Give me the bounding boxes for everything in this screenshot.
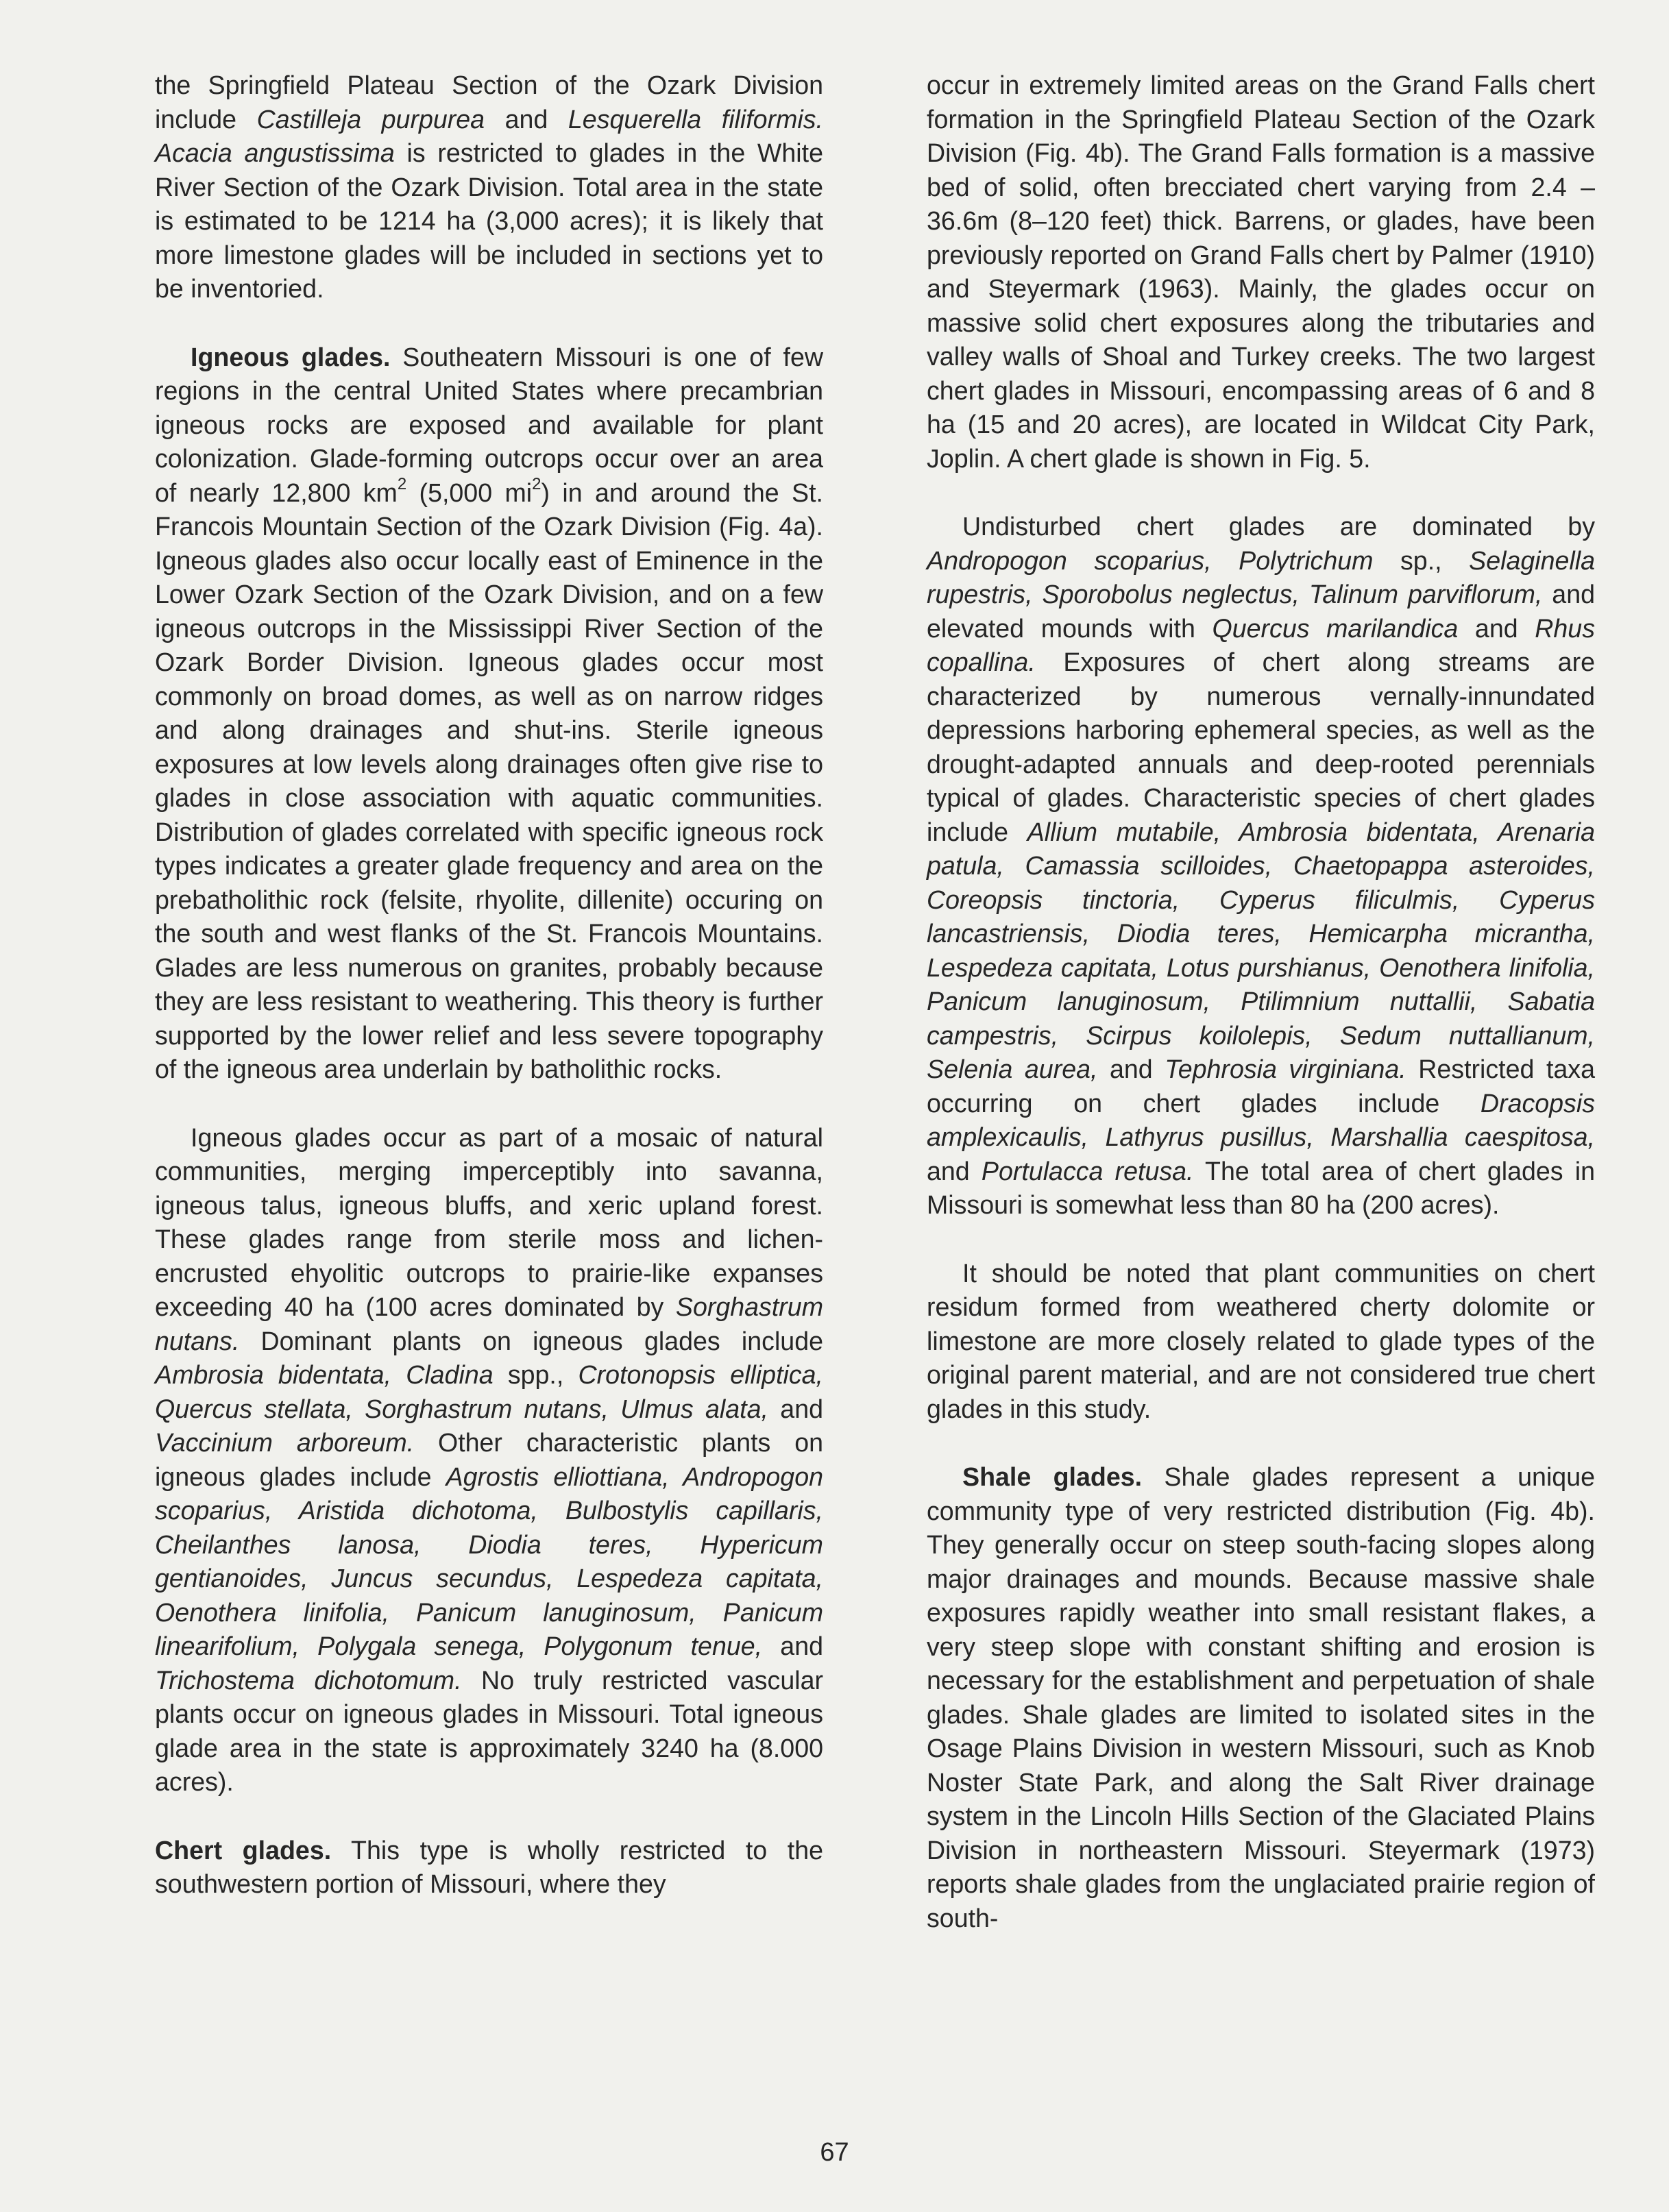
left-column	[155, 69, 823, 1936]
right-column	[927, 69, 1595, 1969]
page-number: 67	[820, 2138, 849, 2167]
paragraph-chert-residum: It should be noted that plant communities on chert residum formed from weathered cherty dolomite or limestone are more closely related to glade types of the original parent material, and are not considered true chert glades in this study.	[927, 1258, 1595, 1423]
section-heading-igneous: Igneous glades.	[191, 342, 391, 371]
paragraph-shale-glades: Shale glades. Shale glades represent a unique community type of very restricted distribution (Fig. 4b). They generally occur on steep south-facing slopes along major drainages and mounds. Because massive shale exposures rapidly weather into small resistant flakes, a very steep slope with constant shifting and erosion is necessary for the establishment and perpetuation of shale glades. Shale glades are limited to isolated sites in the Osage Plains Division in western Missouri, such as Knob Noster State Park, and along the Salt River drainage system in the Lincoln Hills Section of the Glaciated Plains Division in northeastern Missouri. Steyermark (1973) reports shale glades from the unglaciated prairie region of south-	[927, 1462, 1595, 1932]
section-heading-shale: Shale glades.	[962, 1462, 1143, 1491]
paragraph-chert-glades: Chert glades. This type is wholly restricted to the southwestern portion of Missouri, where they	[155, 1835, 823, 1898]
paragraph-chert-continued: occur in extremely limited areas on the Grand Falls chert formation in the Springfield Plateau Section of the Ozark Division (Fig. 4b). The Grand Falls formation is a massive bed of solid, often brecciated chert varying from 2.4 – 36.6m (8–120 feet) thick. Barrens, or glades, have been previously reported on Grand Falls chert by Palmer (1910) and Steyermark (1963). Mainly, the glades occur on massive solid chert exposures along the tributaries and valley walls of Shoal and Turkey creeks. The two largest chert glades in Missouri, encompassing areas of 6 and 8 ha (15 and 20 acres), are located in Wildcat City Park, Joplin. A chert glade is shown in Fig. 5.	[927, 71, 1595, 473]
section-heading-chert: Chert glades.	[155, 1835, 332, 1865]
paragraph-igneous-glades: Igneous glades. Southeatern Missouri is one of few regions in the central United States where precambrian igneous rocks are exposed and available for plant colonization. Glade-forming outcrops occur over an area of nearly 12,800 $km^2$ (5,000 $mi^2$) in and around the St. Francois Mountain Section of the Ozark Division (Fig. 4a). Igneous glades also occur locally east of Eminence in the Lower Ozark Section of the Ozark Division, and on a few igneous outcrops in the Mississippi River Section of the Ozark Border Division. Igneous glades occur most commonly on broad domes, as well as on narrow ridges and along drainages and shut-ins. Sterile igneous exposures at low levels along drainages often give rise to glades in close association with aquatic communities. Distribution of glades correlated with specific igneous rock types indicates a greater glade frequency and area on the prebatholithic rock (felsite, rhyolite, dillenite) occuring on the south and west flanks of the St. Francois Mountains. Glades are less numerous on granites, probably because they are less resistant to weathering. This theory is further supported by the lower relief and less severe topography of the igneous area underlain by batholithic rocks.	[155, 342, 823, 1083]
paragraph-igneous-mosaic: Igneous glades occur as part of a mosaic of natural communities, merging imperceptibly into savanna, igneous talus, igneous bluffs, and xeric upland forest. These glades range from sterile moss and lichen-encrusted ehyolitic outcrops to prairie-like expanses exceeding 40 ha (100 acres dominated by Sorghastrum nutans. Dominant plants on igneous glades include Ambrosia bidentata, Cladina spp., Crotonopsis elliptica, Quercus stellata, Sorghastrum nutans, Ulmus alata, and Vaccinium arboreum. Other characteristic plants on igneous glades include Agrostis elliottiana, Andropogon scoparius, Aristida dichotoma, Bulbostylis capillaris, Cheilanthes lanosa, Diodia teres, Hypericum gentianoides, Juncus secundus, Lespedeza capitata, Oenothera linifolia, Panicum lanuginosum, Panicum linearifolium, Polygala senega, Polygonum tenue, and Trichostema dichotomum. No truly restricted vascular plants occur on igneous glades in Missouri. Total igneous glade area in the state is approximately 3240 ha (8.000 acres).	[155, 1122, 823, 1796]
paragraph-limestone-end: the Springfield Plateau Section of the Ozark Division include Castilleja purpurea and Lesquerella filiformis. Acacia angustissima is restricted to glades in the White River Section of the Ozark Division. Total area in the state is estimated to be 1214 ha (3,000 acres); it is likely that more limestone glades will be included in sections yet to be inventoried.	[155, 71, 823, 303]
paragraph-chert-species: Undisturbed chert glades are dominated by Andropogon scoparius, Polytrichum sp., Selaginella rupestris, Sporobolus neglectus, Talinum parviflorum, and elevated mounds with Quercus marilandica and Rhus copallina. Exposures of chert along streams are characterized by numerous vernally-innundated depressions harboring ephemeral species, as well as the drought-adapted annuals and deep-rooted perennials typical of glades. Characteristic species of chert glades include Allium mutabile, Ambrosia bidentata, Arenaria patula, Camassia scilloides, Chaetopappa asteroides, Coreopsis tinctoria, Cyperus filiculmis, Cyperus lancastriensis, Diodia teres, Hemicarpha micrantha, Lespedeza capitata, Lotus purshianus, Oenothera linifolia, Panicum lanuginosum, Ptilimnium nuttallii, Sabatia campestris, Scirpus koilolepis, Sedum nuttallianum, Selenia aurea, and Tephrosia virginiana. Restricted taxa occurring on chert glades include Dracopsis amplexicaulis, Lathyrus pusillus, Marshallia caespitosa, and Portulacca retusa. The total area of chert glades in Missouri is somewhat less than 80 ha (200 acres).	[927, 512, 1596, 1219]
